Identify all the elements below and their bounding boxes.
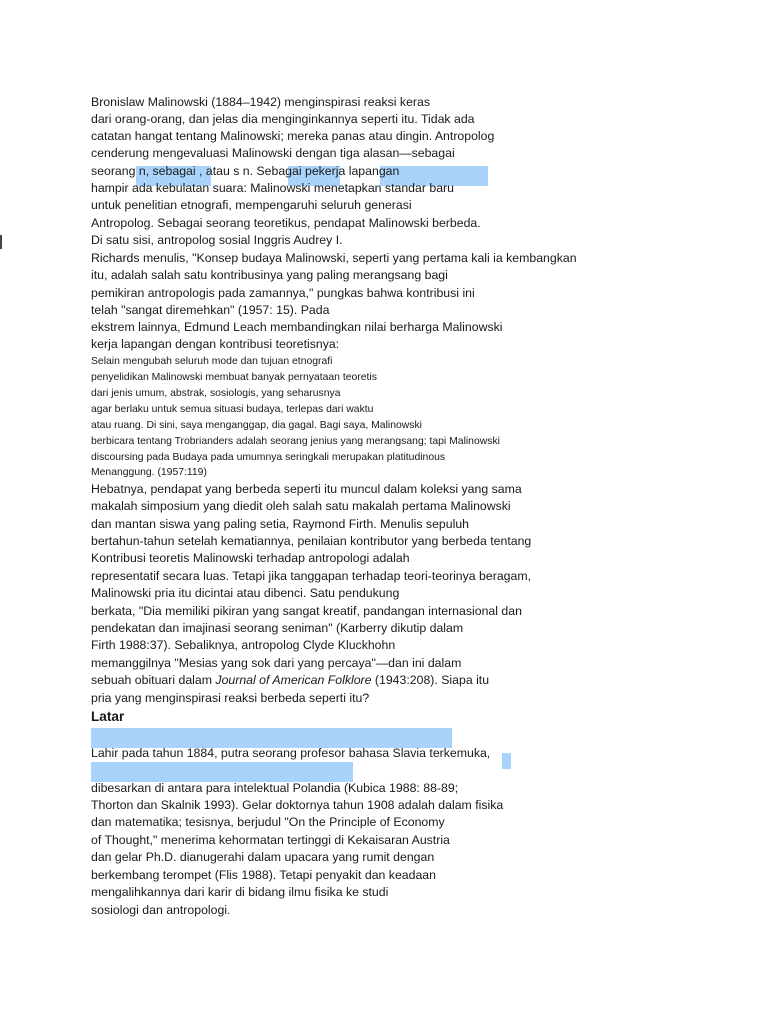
body-text: sebuah obituari dalam <box>91 673 216 687</box>
body-line: Antropolog. Sebagai seorang teoretikus, pendapat Malinowski berbeda. <box>91 216 481 230</box>
quote-line: discoursing pada Budaya pada umumnya seringkali merupakan platitudinous <box>91 452 446 463</box>
margin-mark <box>0 235 2 249</box>
body-line: berkembang terompet (Flis 1988). Tetapi penyakit dan keadaan <box>91 868 436 882</box>
body-line: dibesarkan di antara para intelektual Polandia (Kubica 1988: 88-89; <box>91 781 459 795</box>
body-line: mengalihkannya dari karir di bidang ilmu fisika ke studi <box>91 885 389 899</box>
redaction-highlight <box>502 753 511 769</box>
body-line: ekstrem lainnya, Edmund Leach membandingkan nilai berharga Malinowski <box>91 320 503 334</box>
body-line: cenderung mengevaluasi Malinowski dengan tiga alasan—sebagai <box>91 146 455 160</box>
body-line: itu, adalah salah satu kontribusinya yang paling merangsang bagi <box>91 268 448 282</box>
quote-line: agar berlaku untuk semua situasi budaya, terlepas dari waktu <box>91 404 374 415</box>
quote-line: atau ruang. Di sini, saya menganggap, dia gagal. Bagi saya, Malinowski <box>91 420 422 431</box>
body-text: (1943:208). Siapa itu <box>371 673 490 687</box>
body-line: kerja lapangan dengan kontribusi teoretisnya: <box>91 337 340 351</box>
body-line: Firth 1988:37). Sebaliknya, antropolog Clyde Kluckhohn <box>91 638 396 652</box>
journal-title: Journal of American Folklore <box>215 673 372 687</box>
section-heading: Latar <box>91 709 125 724</box>
body-line: telah "sangat diremehkan" (1957: 15). Pada <box>91 303 330 317</box>
body-line: of Thought," menerima kehormatan tertinggi di Kekaisaran Austria <box>91 833 450 847</box>
body-line: makalah simposium yang diedit oleh salah satu makalah pertama Malinowski <box>91 499 511 513</box>
body-line: pria yang menginspirasi reaksi berbeda seperti itu? <box>91 691 370 705</box>
quote-line: dari jenis umum, abstrak, sosiologis, yang seharusnya <box>91 388 341 399</box>
quote-line: berbicara tentang Trobrianders adalah seorang jenius yang merangsang; tapi Malinowski <box>91 436 500 447</box>
body-line: Di satu sisi, antropolog sosial Inggris Audrey I. <box>91 233 343 247</box>
body-line: memanggilnya "Mesias yang sok dari yang percaya"—dan ini dalam <box>91 656 462 670</box>
quote-line: penyelidikan Malinowski membuat banyak pernyataan teoretis <box>91 372 377 383</box>
body-line: Richards menulis, "Konsep budaya Malinowski, seperti yang pertama kali ia kembangkan <box>91 251 577 265</box>
quote-line: Selain mengubah seluruh mode dan tujuan etnografi <box>91 356 333 367</box>
body-line: dan gelar Ph.D. dianugerahi dalam upacara yang rumit dengan <box>91 850 435 864</box>
body-line: bertahun-tahun setelah kematiannya, penilaian kontributor yang berbeda tentang <box>91 534 532 548</box>
body-line: dan mantan siswa yang paling setia, Raymond Firth. Menulis sepuluh <box>91 517 469 531</box>
body-line: dari orang-orang, dan jelas dia menginginkannya seperti itu. Tidak ada <box>91 112 475 126</box>
redaction-highlight <box>91 762 353 782</box>
body-line: representatif secara luas. Tetapi jika tanggapan terhadap teori-teorinya beragam, <box>91 569 531 583</box>
body-line: Hebatnya, pendapat yang berbeda seperti itu muncul dalam koleksi yang sama <box>91 482 522 496</box>
body-line: Bronislaw Malinowski (1884–1942) menginspirasi reaksi keras <box>91 95 430 109</box>
body-line: Malinowski pria itu dicintai atau dibenci. Satu pendukung <box>91 586 400 600</box>
body-line: Lahir pada tahun 1884, putra seorang profesor bahasa Slavia terkemuka, <box>91 746 491 760</box>
body-line: untuk penelitian etnografi, mempengaruhi seluruh generasi <box>91 198 412 212</box>
body-line: dan matematika; tesisnya, berjudul "On the Principle of Economy <box>91 815 445 829</box>
quote-line: Menanggung. (1957:119) <box>91 467 207 478</box>
body-line: Kontribusi teoretis Malinowski terhadap antropologi adalah <box>91 551 410 565</box>
body-line: seorang n, sebagai , atau s n. Sebagai pekerja lapangan <box>91 164 400 178</box>
body-line: pendekatan dan imajinasi seorang seniman" (Karberry dikutip dalam <box>91 621 464 635</box>
body-line <box>91 672 489 689</box>
body-line: Thorton dan Skalnik 1993). Gelar doktornya tahun 1908 adalah dalam fisika <box>91 798 504 812</box>
body-line: pemikiran antropologis pada zamannya," pungkas bahwa kontribusi ini <box>91 286 475 300</box>
body-line: berkata, "Dia memiliki pikiran yang sangat kreatif, pandangan internasional dan <box>91 604 522 618</box>
body-line: catatan hangat tentang Malinowski; mereka panas atau dingin. Antropolog <box>91 129 495 143</box>
body-line: sosiologi dan antropologi. <box>91 903 231 917</box>
body-line: hampir ada kebulatan suara: Malinowski menetapkan standar baru <box>91 181 454 195</box>
